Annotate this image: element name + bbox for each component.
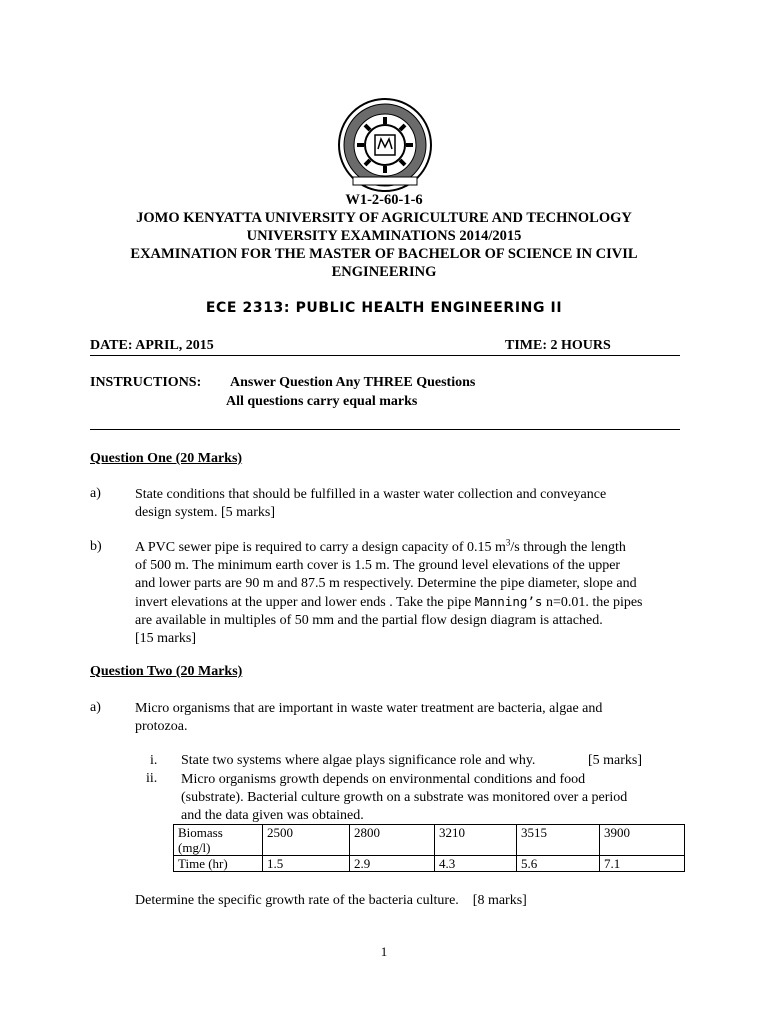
table-header-cell: Time (hr) bbox=[174, 856, 263, 872]
university-name: JOMO KENYATTA UNIVERSITY OF AGRICULTURE AND TECHNOLOGY bbox=[136, 210, 632, 226]
exam-time: TIME: 2 HOURS bbox=[505, 338, 611, 353]
page-number: 1 bbox=[380, 944, 388, 959]
table-cell: 4.3 bbox=[435, 856, 517, 872]
text-line: Micro organisms that are important in waste water treatment are bacteria, algae and bbox=[135, 701, 603, 716]
table-cell: 2.9 bbox=[350, 856, 435, 872]
text-line: invert elevations at the upper and lower ends . Take the pipe Manning’s n=0.01. the pipes bbox=[135, 594, 643, 610]
instruction-1: Answer Question Any THREE Questions bbox=[230, 375, 476, 390]
table-cell: 3900 bbox=[600, 825, 685, 856]
text-line: and lower parts are 90 m and 87.5 m respectively. Determine the pipe diameter, slope and bbox=[135, 576, 637, 591]
table-cell: 2800 bbox=[350, 825, 435, 856]
sub-item-ii-text bbox=[181, 771, 691, 825]
sub-item-label: i. bbox=[150, 753, 158, 768]
text-line: protozoa. bbox=[135, 719, 188, 734]
sub-item-i-text: State two systems where algae plays significance role and why. bbox=[181, 753, 536, 768]
instructions-label: INSTRUCTIONS: bbox=[90, 375, 202, 390]
table-row bbox=[174, 825, 685, 856]
text-line: A PVC sewer pipe is required to carry a design capacity of 0.15 $m^3/s$ through the length bbox=[135, 537, 626, 555]
table-cell: 7.1 bbox=[600, 856, 685, 872]
text-line: [15 marks] bbox=[135, 631, 197, 646]
question-one-title: Question One (20 Marks) bbox=[90, 451, 243, 466]
sub-item-i-marks: [5 marks] bbox=[588, 753, 643, 768]
sub-item-label: ii. bbox=[146, 771, 158, 786]
table-cell: 5.6 bbox=[517, 856, 600, 872]
item-label: b) bbox=[90, 539, 102, 554]
text-line: design system. [5 marks] bbox=[135, 505, 275, 520]
divider-rule bbox=[90, 355, 680, 356]
item-label: a) bbox=[90, 486, 101, 501]
table-cell: 3515 bbox=[517, 825, 600, 856]
exam-code: W1-2-60-1-6 bbox=[345, 192, 423, 208]
question-two-title: Question Two (20 Marks) bbox=[90, 664, 243, 679]
q2-part-a bbox=[135, 700, 695, 736]
exam-session: UNIVERSITY EXAMINATIONS 2014/2015 bbox=[246, 228, 522, 244]
q1-part-b bbox=[135, 539, 695, 648]
text-line: (substrate). Bacterial culture growth on a substrate was monitored over a period bbox=[181, 790, 628, 805]
table-header-cell: Biomass (mg/l) bbox=[174, 825, 263, 856]
table-row bbox=[174, 856, 685, 872]
text-line: and the data given was obtained. bbox=[181, 808, 364, 823]
text-line: of 500 m. The minimum earth cover is 1.5 m. The ground level elevations of the upper bbox=[135, 558, 621, 573]
exam-date: DATE: APRIL, 2015 bbox=[90, 338, 214, 353]
determine-instruction: Determine the specific growth rate of the bacteria culture. [8 marks] bbox=[135, 893, 527, 908]
table-cell: 1.5 bbox=[263, 856, 350, 872]
text-line: State conditions that should be fulfilled in a waster water collection and conveyance bbox=[135, 487, 607, 502]
text-line: are available in multiples of 50 mm and the partial flow design diagram is attached. bbox=[135, 613, 603, 628]
university-logo bbox=[337, 97, 433, 193]
table-cell: 3210 bbox=[435, 825, 517, 856]
divider-rule bbox=[90, 429, 680, 430]
course-title: ECE 2313: PUBLIC HEALTH ENGINEERING II bbox=[205, 300, 563, 316]
item-label: a) bbox=[90, 700, 101, 715]
text-line: Micro organisms growth depends on environmental conditions and food bbox=[181, 772, 586, 787]
growth-data-table bbox=[173, 824, 685, 872]
instruction-2: All questions carry equal marks bbox=[226, 394, 418, 409]
q1-part-a bbox=[135, 486, 695, 522]
table-cell: 2500 bbox=[263, 825, 350, 856]
program-line-2: ENGINEERING bbox=[331, 264, 437, 280]
program-line-1: EXAMINATION FOR THE MASTER OF BACHELOR OF SCIENCE IN CIVIL bbox=[130, 246, 638, 262]
